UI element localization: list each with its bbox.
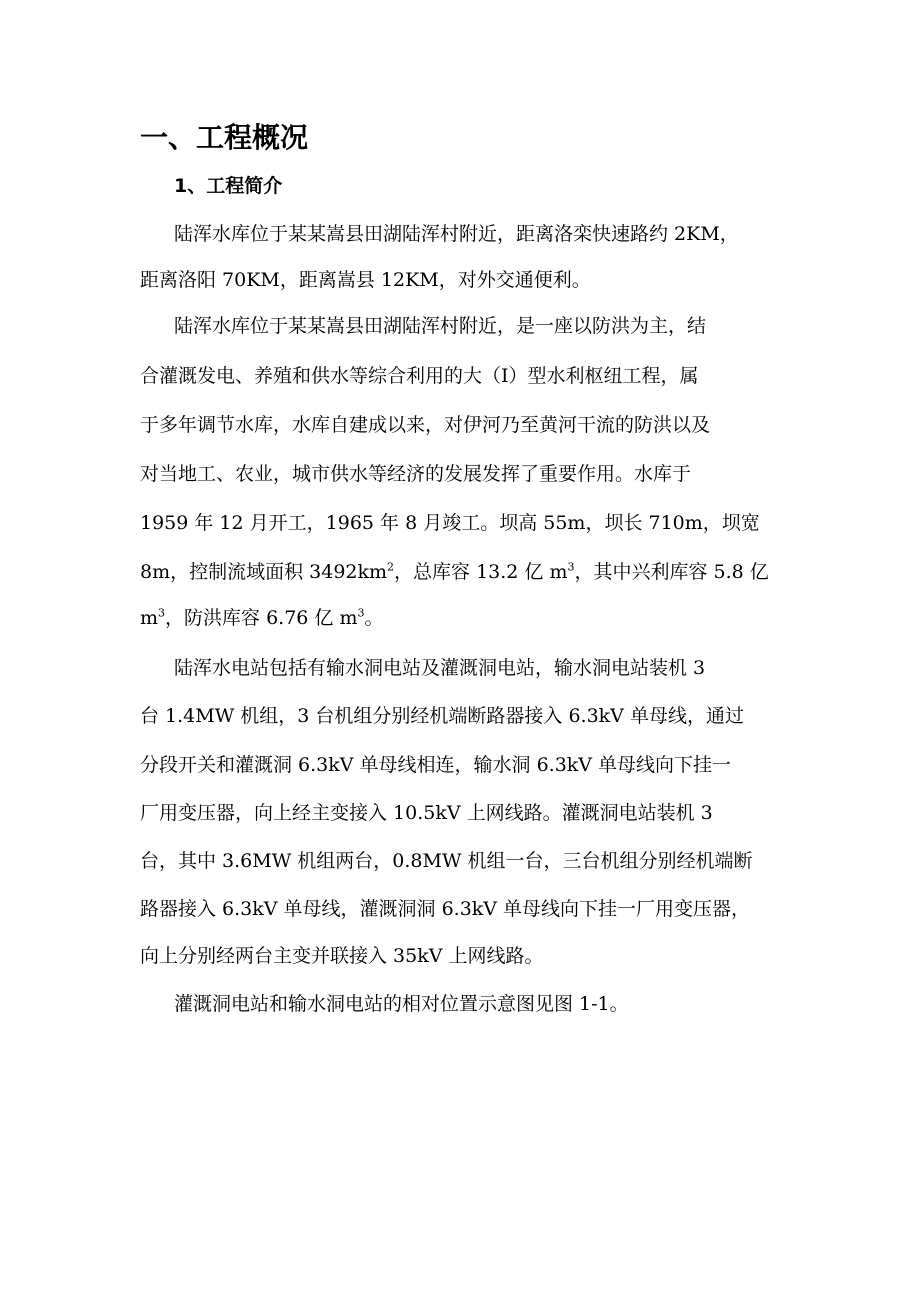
paragraph-3-line-2: 台 1.4MW 机组，3 台机组分别经机端断路器接入 6.3kV 单母线，通过 — [140, 705, 744, 727]
text-run: 8m，控制流域面积 3492km — [140, 561, 388, 583]
section-heading: 一、工程概况 — [140, 121, 309, 154]
paragraph-2-line-6 — [140, 558, 769, 586]
text-run: 。 — [364, 607, 384, 629]
text-run: ，防洪库容 6.76 亿 m — [165, 607, 358, 629]
paragraph-3-line-7: 向上分别经两台主变并联接入 35kV 上网线路。 — [140, 945, 544, 967]
paragraph-2-line-3: 于多年调节水库，水库自建成以来，对伊河乃至黄河干流的防洪以及 — [140, 414, 711, 436]
superscript: 3 — [158, 606, 166, 620]
superscript: 3 — [567, 560, 575, 574]
paragraph-3-line-6: 路器接入 6.3kV 单母线，灌溉洞洞 6.3kV 单母线向下挂一厂用变压器， — [140, 898, 751, 920]
paragraph-3-line-4: 厂用变压器，向上经主变接入 10.5kV 上网线路。灌溉洞电站装机 3 — [140, 802, 713, 824]
paragraph-1-line-1: 陆浑水库位于某某嵩县田湖陆浑村附近，距离洛栾快速路约 2KM， — [174, 223, 739, 245]
paragraph-2-line-5: 1959 年 12 月开工，1965 年 8 月竣工。坝高 55m，坝长 710m，坝宽 — [140, 512, 760, 534]
paragraph-1-line-2: 距离洛阳 70KM，距离嵩县 12KM，对外交通便利。 — [140, 269, 591, 291]
paragraph-3-line-3: 分段开关和灌溉洞 6.3kV 单母线相连，输水洞 6.3kV 单母线向下挂一 — [140, 754, 732, 776]
paragraph-2-line-2: 合灌溉发电、养殖和供水等综合利用的大（Ⅰ）型水利枢纽工程，属 — [140, 365, 699, 387]
superscript: 2 — [387, 560, 395, 574]
paragraph-3-line-5: 台，其中 3.6MW 机组两台，0.8MW 机组一台，三台机组分别经机端断 — [140, 850, 753, 872]
text-run: m — [140, 607, 159, 629]
paragraph-2-line-7 — [140, 604, 384, 632]
subsection-heading: 1、工程简介 — [174, 175, 283, 197]
text-run: ，其中兴利库容 5.8 亿 — [574, 561, 769, 583]
paragraph-3-line-1: 陆浑水电站包括有输水洞电站及灌溉洞电站，输水洞电站装机 3 — [174, 657, 706, 679]
paragraph-4-line-1: 灌溉洞电站和输水洞电站的相对位置示意图见图 1-1。 — [174, 993, 629, 1015]
superscript: 3 — [357, 606, 365, 620]
text-run: ，总库容 13.2 亿 m — [394, 561, 568, 583]
paragraph-2-line-4: 对当地工、农业，城市供水等经济的发展发挥了重要作用。水库于 — [140, 463, 692, 485]
paragraph-2-line-1: 陆浑水库位于某某嵩县田湖陆浑村附近，是一座以防洪为主，结 — [174, 315, 707, 337]
